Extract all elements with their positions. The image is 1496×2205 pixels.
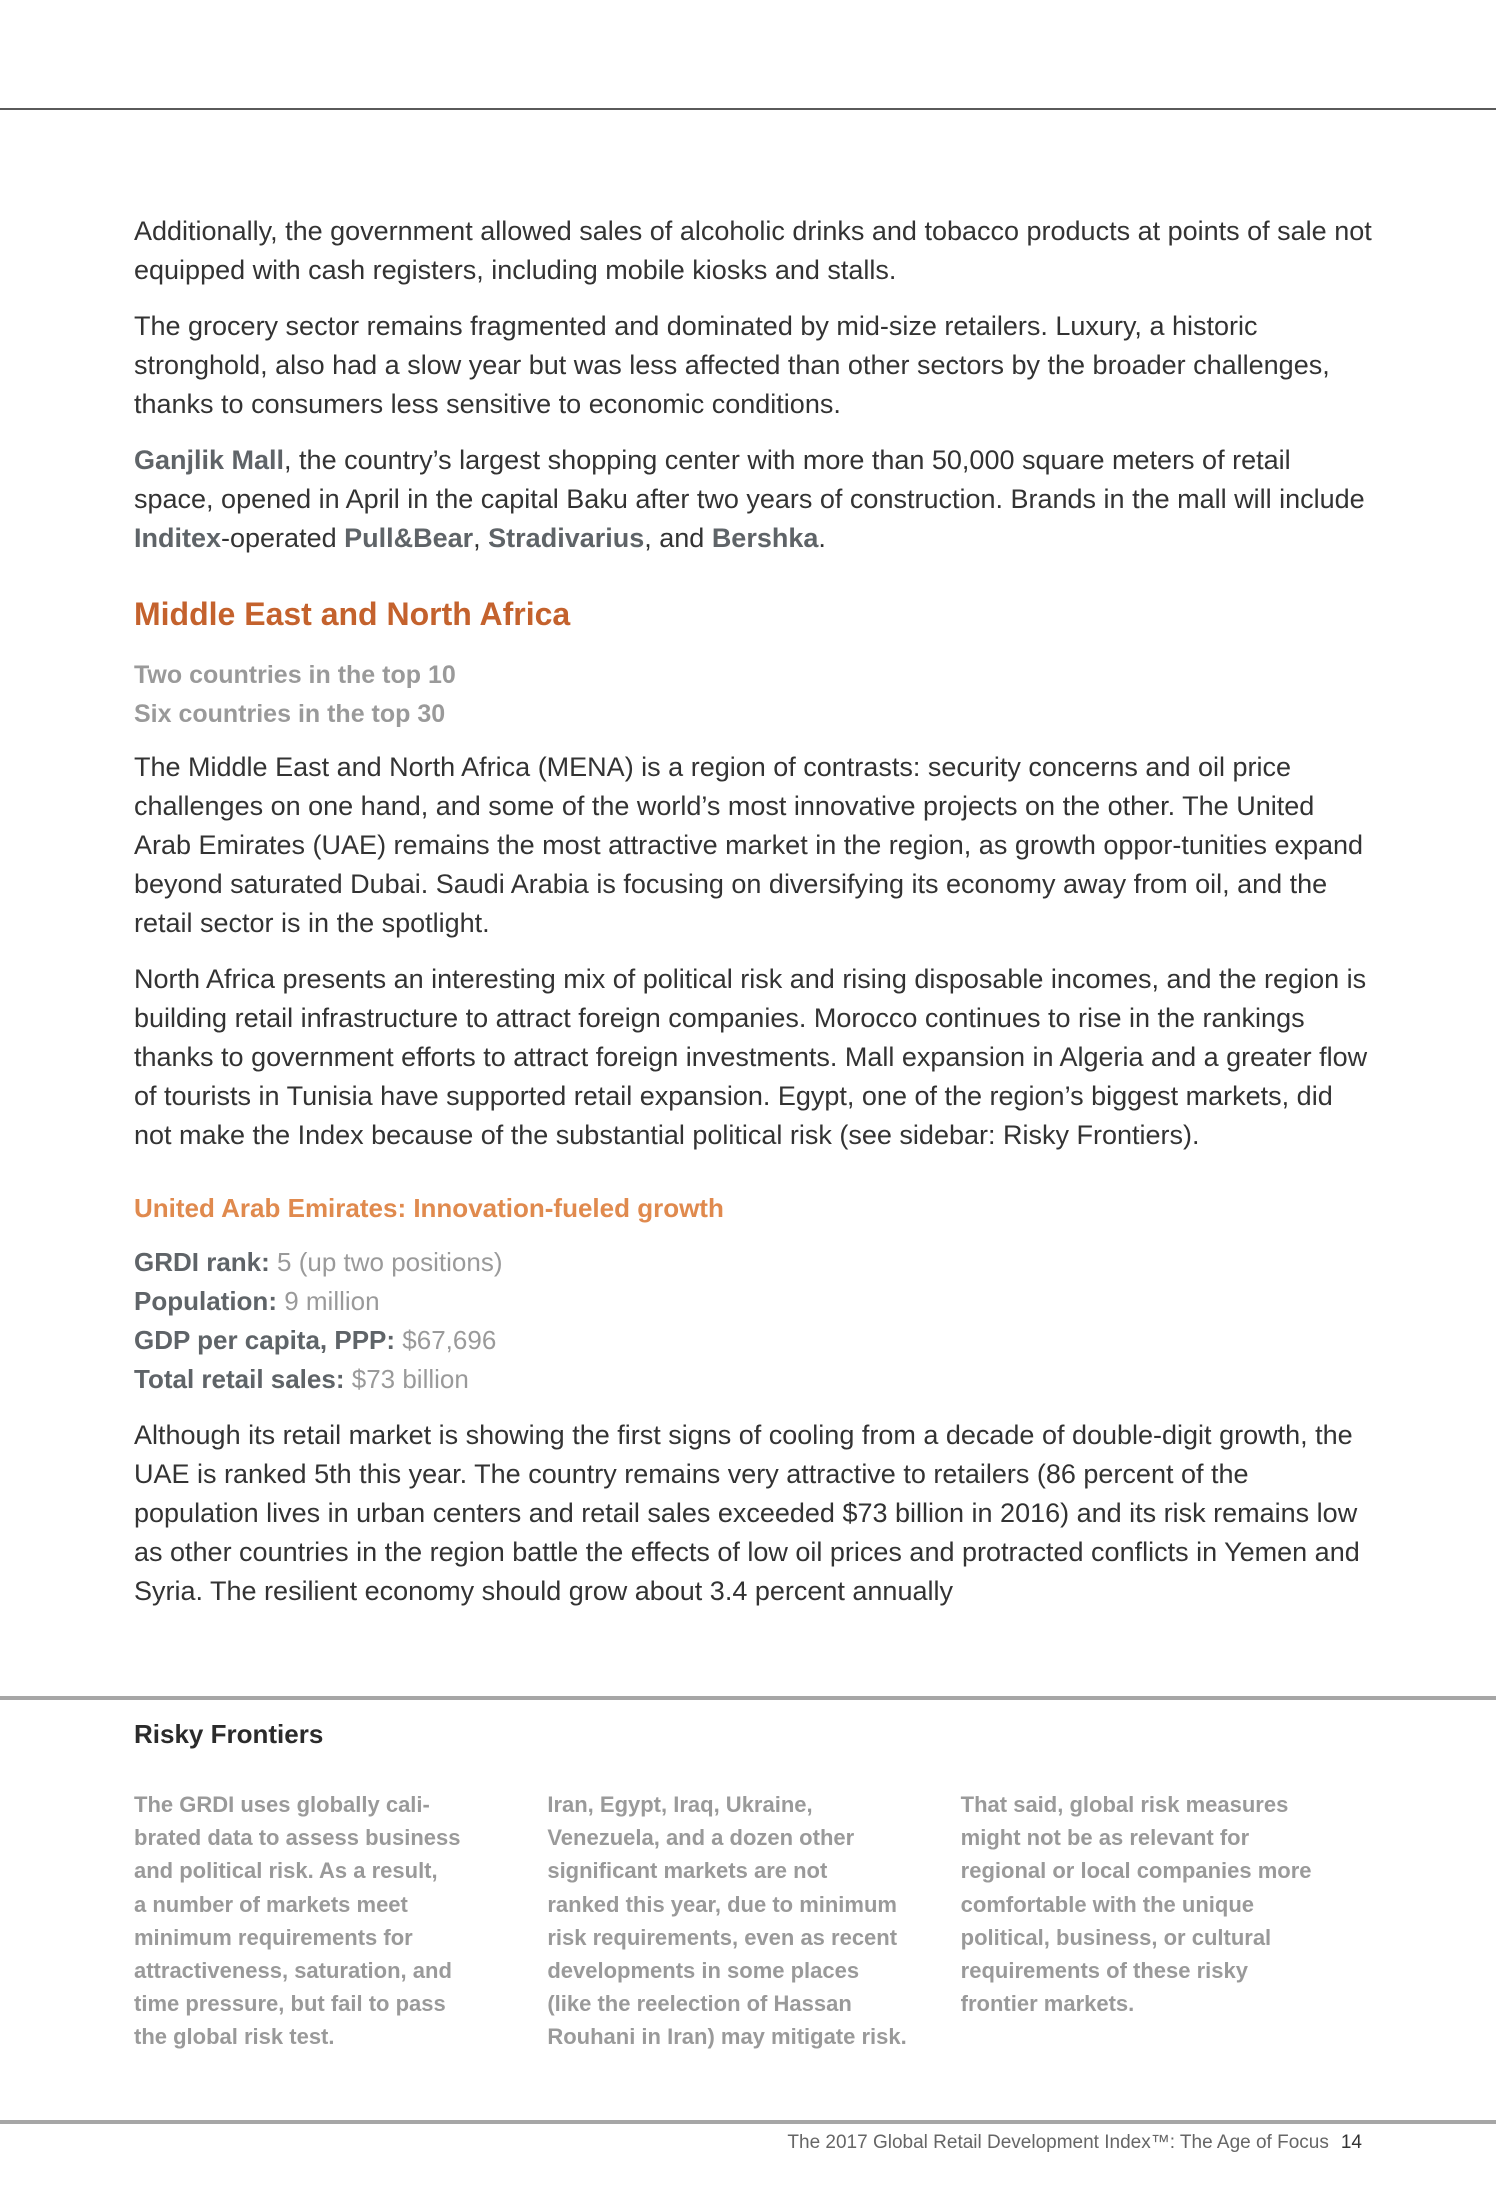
stat-value: $67,696 [402, 1325, 497, 1355]
main-content [134, 212, 1374, 1628]
pull-bear-name: Pull&Bear [344, 523, 474, 553]
stat-row [134, 1321, 1374, 1360]
grocery-paragraph: The grocery sector remains fragmented and dominated by mid-size retailers. Luxury, a historic stronghold, also had a slow year but was less affected than other sectors by the broader challenges, thanks to consumers less sensitive to economic conditions. [134, 311, 1330, 419]
sidebar-columns [134, 1788, 1374, 2054]
stat-value: 9 million [284, 1286, 380, 1316]
ganjlik-paragraph: Ganjlik Mall, the country’s largest shopping center with more than 50,000 square meters of retail space, opened in April in the capital Baku after two years of construction. Brands in the mall will include Inditex-operated Pull&Bear, Stradivarius, and Bershka. [134, 445, 1365, 553]
north-africa-paragraph: North Africa presents an interesting mix of political risk and rising disposable incomes, and the region is building retail infrastructure to attract foreign companies. Morocco continues to rise in the rankings thanks to government efforts to attract foreign investments. Mall expansion in Algeria and a greater flow of tourists in Tunisia have supported retail expansion. Egypt, one of the region’s biggest markets, did not make the Index because of the substantial political risk (see sidebar: Risky Frontiers). [134, 964, 1368, 1150]
stat-label: GDP per capita, PPP: [134, 1325, 396, 1355]
inditex-name: Inditex [134, 523, 222, 553]
region-subhead: Six countries in the top 30 [134, 700, 446, 728]
bershka-name: Bershka [711, 523, 819, 553]
ganjlik-mall-name: Ganjlik Mall [134, 445, 285, 475]
uae-heading: United Arab Emirates: Innovation-fueled growth [134, 1193, 724, 1223]
stat-label: Total retail sales: [134, 1364, 345, 1394]
stat-row [134, 1360, 1374, 1399]
uae-paragraph: Although its retail market is showing the first signs of cooling from a decade of double-digit growth, the UAE is ranked 5th this year. The country remains very attractive to retailers (86 percent of the population lives in urban centers and retail sales exceeded $73 billion in 2016) and its risk remains low as other countries in the region battle the effects of low oil prices and protracted conflicts in Yemen and Syria. The resilient economy should grow about 3.4 percent annually [134, 1420, 1360, 1606]
risky-frontiers-sidebar [134, 1716, 1374, 2054]
mena-paragraph: The Middle East and North Africa (MENA) is a region of contrasts: security concerns and oil price challenges on one hand, and some of the world’s most innovative projects on the other. The United Arab Emirates (UAE) remains the most attractive market in the region, as growth oppor-tunities expand beyond saturated Dubai. Saudi Arabia is focusing on diversifying its economy away from oil, and the retail sector is in the spotlight. [134, 752, 1364, 938]
stat-label: Population: [134, 1286, 277, 1316]
stat-value: $73 billion [351, 1364, 469, 1394]
region-subhead: Two countries in the top 10 [134, 661, 456, 689]
sidebar-column: That said, global risk measures might not be as relevant for regional or local companies more comfortable with the unique political, business, or cultural requirements of these risky frontier markets. [960, 1792, 1312, 2017]
region-heading: Middle East and North Africa [134, 596, 571, 632]
page-number: 14 [1340, 2132, 1362, 2153]
stradivarius-name: Stradivarius [488, 523, 645, 553]
sidebar-column: Iran, Egypt, Iraq, Ukraine, Venezuela, and a dozen other significant markets are not ranked this year, due to minimum risk requirements, even as recent developments in some places (like the reelection of Hassan Rouhani in Iran) may mitigate risk. [547, 1792, 907, 2050]
page-footer [787, 2128, 1362, 2158]
stat-row [134, 1243, 1374, 1282]
sidebar-column: The GRDI uses globally cali- brated data to assess business and political risk. As a result, a number of markets meet minimum requirements for attractiveness, saturation, and time pressure, but fail to pass the global risk test. [134, 1792, 461, 2050]
stat-label: GRDI rank: [134, 1247, 270, 1277]
footer-title: The 2017 Global Retail Development Index™: The Age of Focus [787, 2132, 1329, 2153]
stat-row [134, 1282, 1374, 1321]
region-subheads [134, 656, 1374, 734]
sidebar-title: Risky Frontiers [134, 1719, 324, 1749]
footer-rule [0, 2120, 1496, 2124]
stat-value: 5 (up two positions) [277, 1247, 503, 1277]
intro-paragraph: Additionally, the government allowed sales of alcoholic drinks and tobacco products at points of sale not equipped with cash registers, including mobile kiosks and stalls. [134, 216, 1372, 285]
header-rule [0, 108, 1496, 110]
sidebar-top-rule [0, 1696, 1496, 1700]
uae-stats [134, 1243, 1374, 1399]
